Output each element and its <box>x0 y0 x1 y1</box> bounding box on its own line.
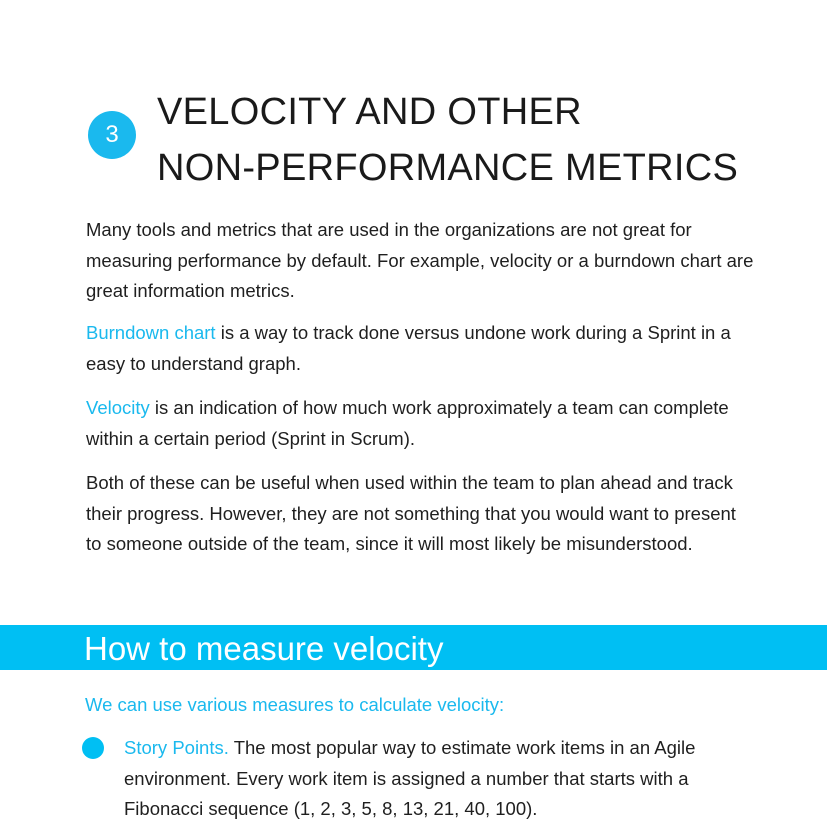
banner-title: How to measure velocity <box>84 630 444 667</box>
section-title-line-2: NON-PERFORMANCE METRICS <box>157 147 739 189</box>
section-title <box>157 84 738 196</box>
measure-description: The most popular way to estimate work items in an Agile environment. Every work item is assigned a number that starts with a Fibonacci sequence (1, 2, 3, 5, 8, 13, 21, 40, 100). <box>124 737 696 819</box>
section-banner <box>0 625 827 670</box>
measure-term: Story Points. <box>124 737 229 758</box>
velocity-term: Velocity <box>86 397 150 418</box>
velocity-description: is an indication of how much work approximately a team can complete within a certain period (Sprint in Scrum). <box>86 397 729 449</box>
list-item <box>80 733 744 825</box>
section-number-badge: 3 <box>88 111 136 159</box>
section-header <box>88 84 788 194</box>
burndown-description: is a way to track done versus undone work during a Sprint in a easy to understand graph. <box>86 322 731 374</box>
burndown-paragraph <box>86 318 756 379</box>
section-title-line-1: VELOCITY AND OTHER <box>157 91 582 133</box>
usage-paragraph: Both of these can be useful when used within the team to plan ahead and track their progress. However, they are not something that you would want to present to someone outside of the team, since it will most likely be misunderstood. <box>86 472 736 554</box>
bullet-dot-icon <box>82 737 104 759</box>
measures-list <box>80 733 780 825</box>
intro-paragraph: Many tools and metrics that are used in the organizations are not great for measuring performance by default. For example, velocity or a burndown chart are great information metrics. <box>86 219 754 301</box>
measures-subheading: We can use various measures to calculate velocity: <box>85 694 505 715</box>
burndown-term: Burndown chart <box>86 322 216 343</box>
velocity-paragraph <box>86 393 756 454</box>
